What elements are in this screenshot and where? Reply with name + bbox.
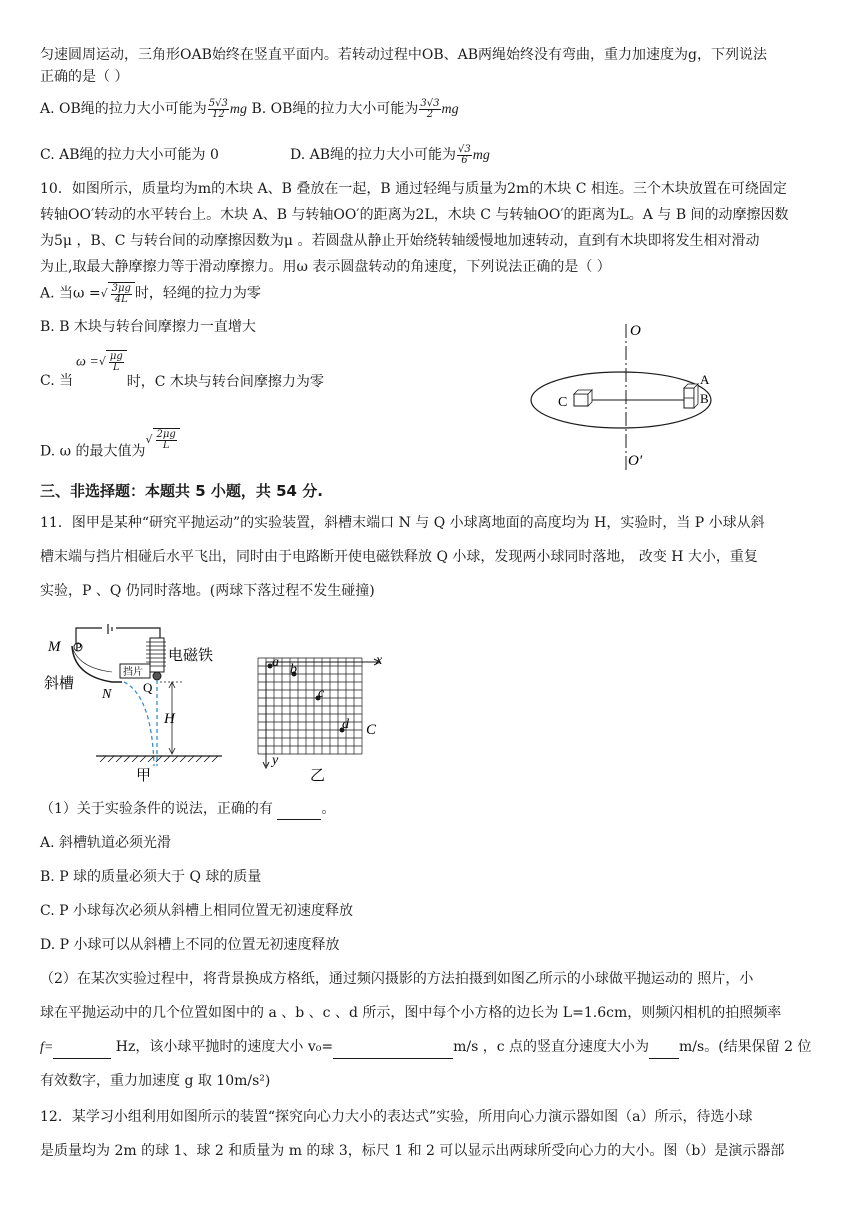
q9-option-b: B. OB绳的拉力大小可能为: [247, 101, 419, 117]
q10-line-1: 10．如图所示，质量均为m的木块 A、B 叠放在一起，B 通过轻绳与质量为2m的木块 C 相连。三个木块放置在可绕固定: [40, 181, 787, 197]
q10-line-3: 为5μ ，B、C 与转台间的动摩擦因数为μ 。若圆盘从静止开始绕转轴缓慢地加速转动，直到有木块即将发生相对滑动: [40, 233, 760, 249]
q9-option-c: C. AB绳的拉力大小可能为 0: [40, 147, 219, 163]
q9-option-a: A. OB绳的拉力大小可能为: [40, 101, 207, 117]
q11-figure-jia: [42, 616, 242, 786]
answer-blank-velocity[interactable]: [333, 1044, 453, 1059]
caption-yi: 乙: [310, 768, 326, 784]
label-n: N: [102, 687, 112, 702]
label-o: O: [630, 323, 641, 339]
answer-blank-1[interactable]: [277, 805, 321, 820]
q10-option-b: B. B 木块与转台间摩擦力一直增大: [40, 319, 256, 335]
q10-option-c: C. 当: [40, 373, 74, 389]
section-3-title: 三、非选择题：本题共 5 小题，共 54 分.: [40, 482, 323, 500]
label-h: H: [164, 711, 175, 727]
q9-line-1: 匀速圆周运动，三角形OAB始终在竖直平面内。若转动过程中OB、AB两绳始终没有弯曲，重力加速度为g，下列说法: [40, 47, 767, 63]
q11-part-2-line-4: 有效数字，重力加速度 g 取 10m/s²): [40, 1073, 271, 1089]
label-magnet: 电磁铁: [168, 648, 214, 664]
q12-line-2: 是质量均为 2m 的球 1、球 2 和质量为 m 的球 3，标尺 1 和 2 可以显示出两球所受向心力的大小。图（b）是演示器部: [40, 1143, 785, 1159]
q9-option-d-fraction: $\frac{√3}{6}$: [458, 143, 471, 166]
label-chute: 斜槽: [44, 676, 75, 692]
label-d: d: [342, 717, 349, 732]
label-c-grid: C: [366, 722, 377, 738]
q11-line-1: 11．图甲是某种“研究平抛运动”的实验装置，斜槽末端口 N 与 Q 小球离地面的高度均为 H，实验时，当 P 小球从斜: [40, 515, 765, 531]
label-m: M: [48, 639, 61, 655]
q10-turntable-figure: [526, 318, 716, 478]
q10-option-a: A. 当ω =√ $\frac{3\mu g}{4L}$ 时，轻绳的拉力为零: [40, 282, 261, 305]
q11-figure-yi: [250, 646, 400, 806]
q9-option-b-fraction: $\frac{3√3}{2}$: [420, 97, 440, 120]
label-c: C: [558, 395, 568, 410]
label-c: c: [318, 686, 325, 701]
q11-line-3: 实验，P 、Q 仍同时落地。(两球下落过程不发生碰撞): [40, 583, 375, 599]
ball-q: [153, 672, 161, 680]
q11-part-2-line-2: 球在平抛运动中的几个位置如图中的 a 、b 、c 、d 所示，图中每个小方格的边长为 L=1.6cm，则频闪相机的拍照频率: [40, 1005, 782, 1021]
q12-line-1: 12．某学习小组利用如图所示的装置“探究向心力大小的表达式”实验，所用向心力演示器如图（a）所示，待选小球: [40, 1109, 753, 1125]
answer-blank-frequency[interactable]: [53, 1044, 111, 1059]
label-q: Q: [143, 680, 153, 695]
q10-option-c-formula: ω =√ $\frac{\mu g}{L}$ 时，C 木块与转台间摩擦力为零: [76, 350, 324, 390]
label-a: a: [272, 655, 279, 670]
label-o-prime: O′: [628, 453, 643, 469]
q10-line-4: 为止,取最大静摩擦力等于滑动摩擦力。用ω 表示圆盘转动的角速度，下列说法正确的是（ ）: [40, 259, 611, 275]
label-plate: 挡片: [123, 667, 143, 678]
label-a: A: [700, 372, 710, 387]
q11-part-2-line-1: （2）在某次实验过程中，将背景换成方格纸，通过频闪摄影的方法拍摄到如图乙所示的小球做平抛运动的 照片，小: [40, 971, 754, 987]
block-a-b: [684, 384, 698, 408]
q11-option-c: C. P 小球每次必须从斜槽上相同位置无初速度释放: [40, 903, 353, 919]
q11-part-1: （1）关于实验条件的说法，正确的有 。: [40, 798, 335, 820]
q10-line-2: 转轴OO′转动的水平转台上。木块 A、B 与转轴OO′的距离为2L，木块 C 与转轴OO′的距离为L。A 与 B 间的动摩擦因数: [40, 207, 789, 223]
q9-options-ab: A. OB绳的拉力大小可能为 $\frac{5√3}{12}$ mg B. OB绳的拉力大小可能为 $\frac{3√3}{2}$ mg: [40, 97, 459, 120]
q11-option-b: B. P 球的质量必须大于 Q 球的质量: [40, 869, 262, 885]
q9-option-a-fraction: $\frac{5√3}{12}$: [208, 97, 228, 120]
q9-line-2: 正确的是（ ）: [40, 69, 129, 85]
label-b: b: [290, 662, 297, 677]
q11-option-a: A. 斜槽轨道必须光滑: [40, 835, 172, 851]
block-c: [574, 390, 592, 406]
label-x: x: [376, 653, 383, 668]
q11-option-d: D. P 小球可以从斜槽上不同的位置无初速度释放: [40, 937, 340, 953]
label-b: B: [700, 391, 709, 406]
label-p: P: [75, 640, 82, 654]
caption-jia: 甲: [136, 768, 152, 784]
label-y: y: [272, 753, 279, 768]
q11-part-2-line-3: f= Hz，该小球平抛时的速度大小 v₀= m/s ，c 点的竖直分速度大小为 m/s。(结果保留 2 位: [40, 1036, 811, 1059]
q9-option-d: D. AB绳的拉力大小可能为 $\frac{√3}{6}$ mg: [290, 143, 490, 166]
q10-option-d: D. ω 的最大值为√ $\frac{2\mu g}{L}$: [40, 440, 180, 463]
q11-line-2: 槽末端与挡片相碰后水平飞出，同时由于电路断开使电磁铁释放 Q 小球，发现两小球同时落地， 改变 H 大小，重复: [40, 549, 758, 565]
answer-blank-vertical-velocity[interactable]: [649, 1044, 679, 1059]
grid: [258, 658, 362, 754]
